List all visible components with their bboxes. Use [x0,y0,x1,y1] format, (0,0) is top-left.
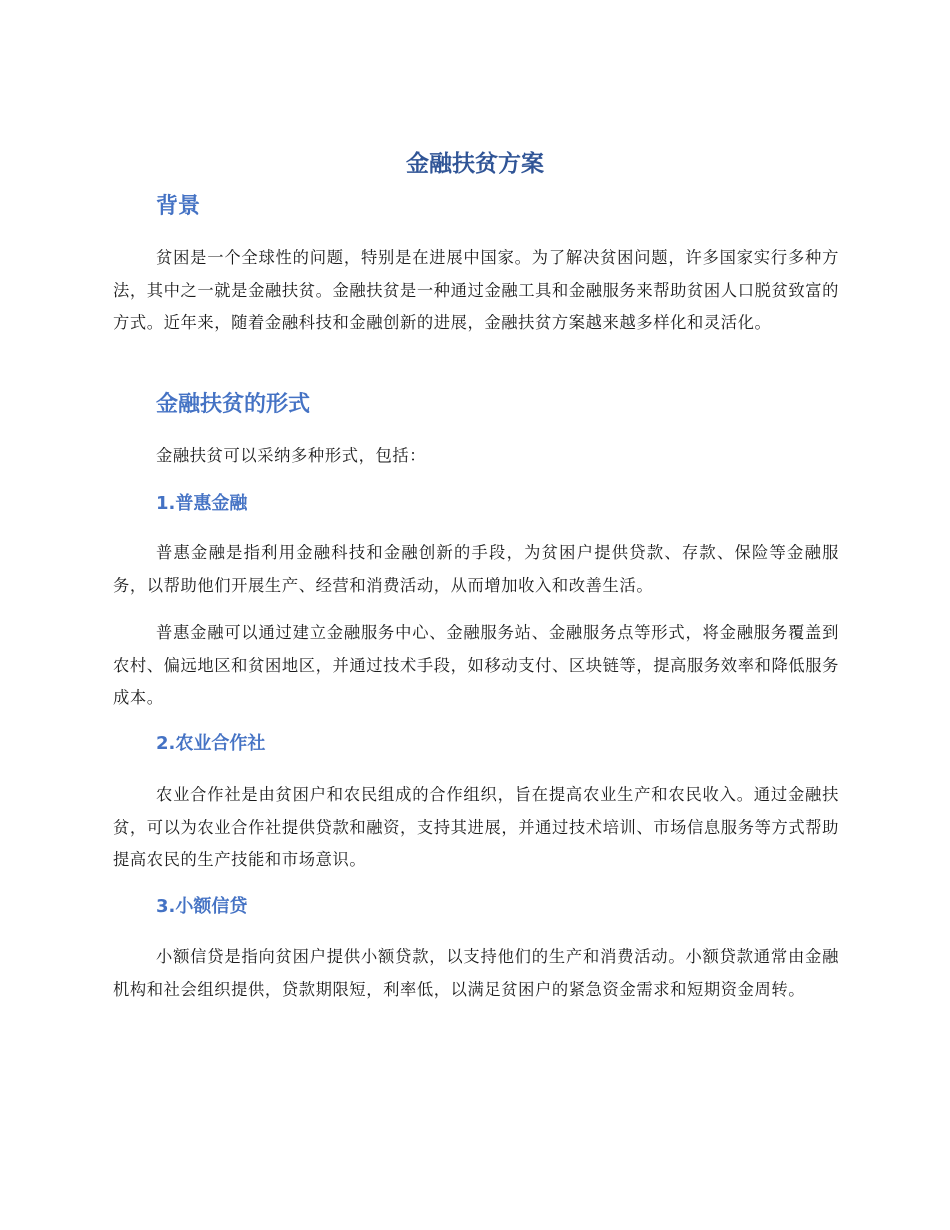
section-heading-forms: 金融扶贫的形式 [156,392,311,417]
section-heading-background: 背景 [156,194,201,219]
microcredit-paragraph: 小额信贷是指向贫困户提供小额贷款，以支持他们的生产和消费活动。小额贷款通常由金融机构和社会组织提供，贷款期限短，利率低，以满足贫困户的紧急资金需求和短期资金周转。 [113,947,839,999]
subsection-heading-agricultural-cooperative: 2.农业合作社 [156,733,266,754]
background-paragraph: 贫困是一个全球性的问题，特别是在进展中国家。为了解决贫困问题，许多国家实行多种方法，其中之一就是金融扶贫。金融扶贫是一种通过金融工具和金融服务来帮助贫困人口脱贫致富的方式。近年来，随着金融科技和金融创新的进展，金融扶贫方案越来越多样化和灵活化。 [113,248,839,332]
document-title: 金融扶贫方案 [406,151,544,177]
forms-intro-paragraph: 金融扶贫可以采纳多种形式，包括： [156,446,427,465]
inclusive-finance-paragraph-2: 普惠金融可以通过建立金融服务中心、金融服务站、金融服务点等形式，将金融服务覆盖到农村、偏远地区和贫困地区，并通过技术手段，如移动支付、区块链等，提高服务效率和降低服务成本。 [113,623,839,707]
subsection-heading-microcredit: 3.小额信贷 [156,896,248,917]
agricultural-cooperative-paragraph: 农业合作社是由贫困户和农民组成的合作组织，旨在提高农业生产和农民收入。通过金融扶贫，可以为农业合作社提供贷款和融资，支持其进展，并通过技术培训、市场信息服务等方式帮助提高农民的生产技能和市场意识。 [113,785,839,869]
inclusive-finance-paragraph-1: 普惠金融是指利用金融科技和金融创新的手段，为贫困户提供贷款、存款、保险等金融服务，以帮助他们开展生产、经营和消费活动，从而增加收入和改善生活。 [113,543,839,595]
subsection-heading-inclusive-finance: 1.普惠金融 [156,493,248,514]
